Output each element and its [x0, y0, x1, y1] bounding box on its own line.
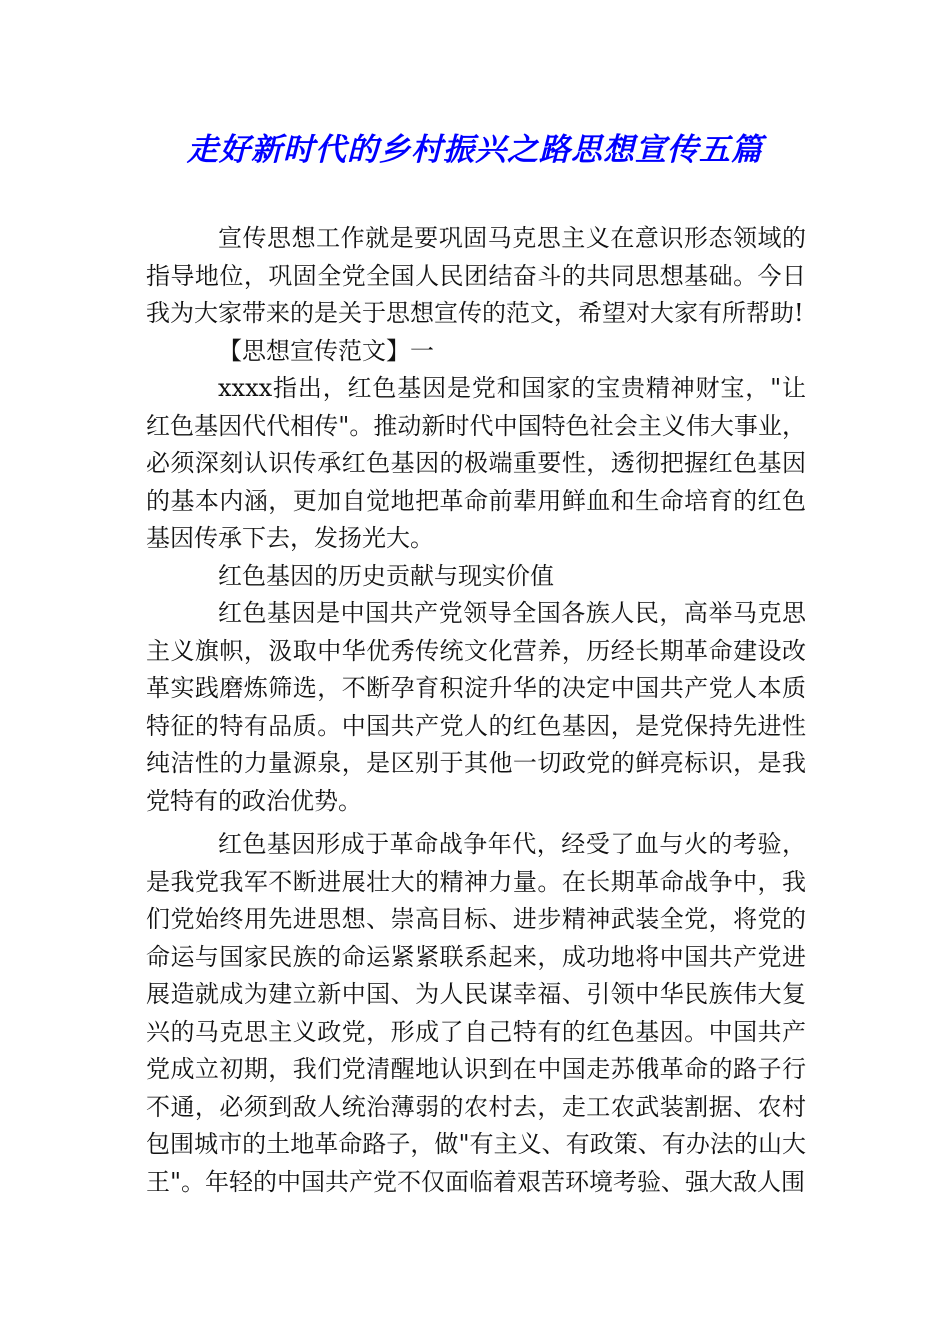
section-heading: 【思想宣传范文】一 [218, 336, 434, 365]
document-body [146, 220, 806, 1201]
subheading: 红色基因的历史贡献与现实价值 [218, 561, 554, 590]
paragraph: 红色基因形成于革命战争年代，经受了血与火的考验，是我党我军不断进展壮大的精神力量。在长期革命战争中，我们党始终用先进思想、崇高目标、进步精神武装全党，将党的命运与国家民族的命运紧紧联系起来，成功地将中国共产党进展造就成为建立新中国、为人民谋幸福、引领中华民族伟大复兴的马克思主义政党，形成了自己特有的红色基因。中国共产党成立初期，我们党清醒地认识到在中国走苏俄革命的路子行不通，必须到敌人统治薄弱的农村去，走工农武装割据、农村包围城市的土地革命路子，做"有主义、有政策、有办法的山大王"。年轻的中国共产党不仅面临着艰苦环境考验、强大敌人围 [146, 830, 806, 1196]
paragraph: 红色基因是中国共产党领导全国各族人民，高举马克思主义旗帜，汲取中华优秀传统文化营养，历经长期革命建设改革实践磨炼筛选，不断孕育积淀升华的决定中国共产党人本质特征的特有品质。中国共产党人的红色基因，是党保持先进性纯洁性的力量源泉，是区别于其他一切政党的鲜亮标识，是我党特有的政治优势。 [146, 599, 806, 815]
document-title: 走好新时代的乡村振兴之路思想宣传五篇 [187, 132, 763, 168]
paragraph: xxxx指出，红色基因是党和国家的宝贵精神财宝，"让红色基因代代相传"。推动新时代中国特色社会主义伟大事业，必须深刻认识传承红色基因的极端重要性，透彻把握红色基因的基本内涵，更加自觉地把革命前辈用鲜血和生命培育的红色基因传承下去，发扬光大。 [146, 374, 806, 552]
paragraph-intro: 宣传思想工作就是要巩固马克思主义在意识形态领域的指导地位，巩固全党全国人民团结奋斗的共同思想基础。今日我为大家带来的是关于思想宣传的范文，希望对大家有所帮助! [146, 224, 806, 327]
